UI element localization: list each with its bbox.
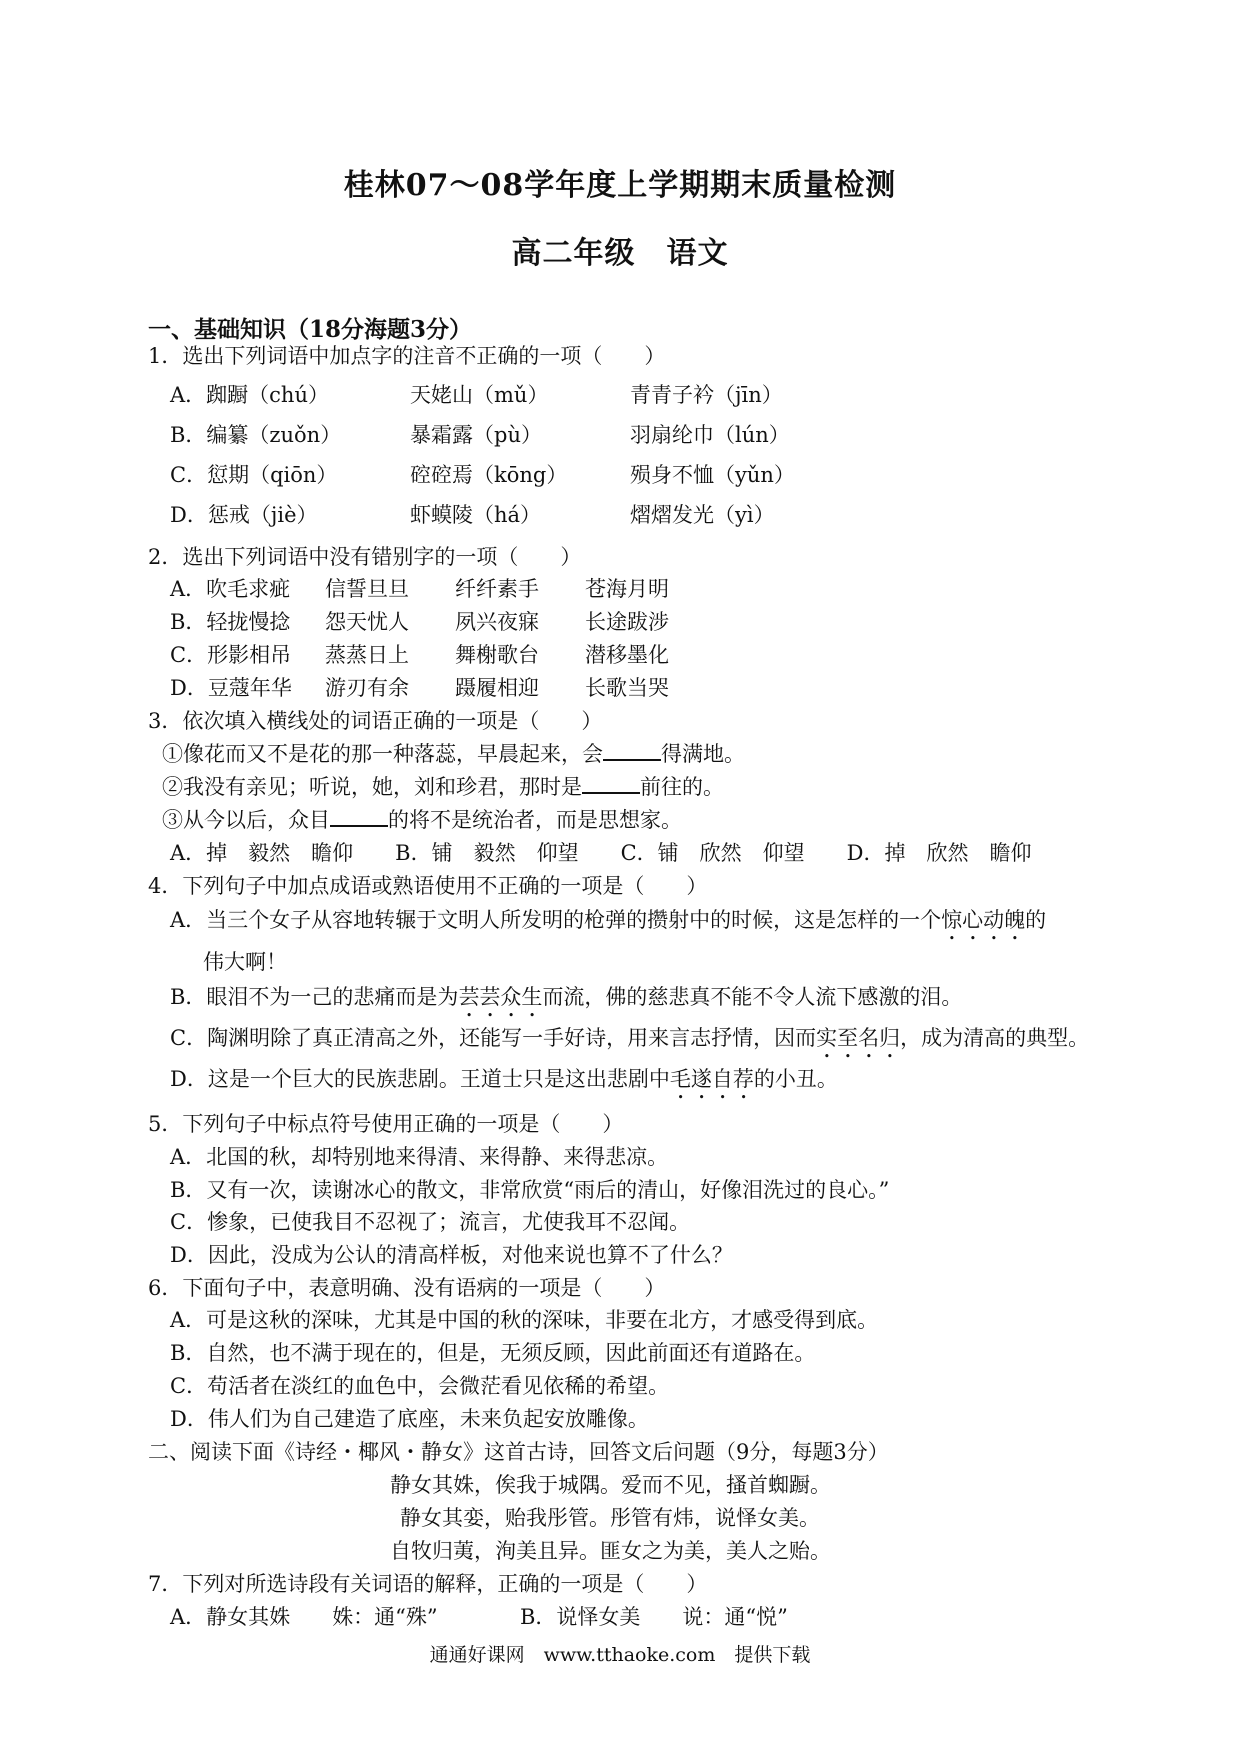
q4-option-a-cont: 伟大啊！ [203,950,287,974]
q3-s1-before: ①像花而又不是花的那一种落蕊，早晨起来，会 [162,742,603,766]
q6-option-d: D．伟人们为自己建造了底座，未来负起安放雕像。 [170,1407,649,1431]
q2-c-3: 舞榭歌台 [455,643,539,667]
q4-d-text: D．这是一个巨大的民族悲剧。王道士只是这出悲剧中 [170,1067,670,1091]
q1-a-3: 青青子衿（jīn） [630,383,783,407]
q2-d-2: 游刃有余 [325,676,409,700]
q2-a-4: 苍海月明 [585,577,669,601]
q1-stem: 1．选出下列词语中加点字的注音不正确的一项（ ） [148,344,666,368]
q1-d-2: 虾蟆陵（há） [410,503,542,527]
q3-s2-before: ②我没有亲见；听说，她，刘和珍君，那时是 [162,775,582,799]
q4-c-idiom: 实至名归 [816,1026,901,1050]
q2-a-3: 纤纤素手 [455,577,539,601]
q2-b-3: 夙兴夜寐 [455,610,539,634]
q5-stem: 5．下列句子中标点符号使用正确的一项是（ ） [148,1112,624,1136]
q6-option-a: A．可是这秋的深味，尤其是中国的秋的深味，非要在北方，才感受得到底。 [170,1308,879,1332]
q2-c-2: 蒸蒸日上 [325,643,409,667]
q1-b-3: 羽扇纶巾（lún） [630,423,790,447]
q1-a-1: A．踟蹰（chú） [170,383,329,407]
q2-c-1: C．形影相吊 [170,643,292,667]
poem-line-2: 静女其娈，贻我彤管。彤管有炜，说怿女美。 [400,1506,820,1530]
q7-option-b: B．说怿女美 说：通“悦” [520,1605,788,1629]
q7-stem: 7．下列对所选诗段有关词语的解释，正确的一项是（ ） [148,1572,708,1596]
q5-option-a: A．北国的秋，却特别地来得清、来得静、来得悲凉。 [170,1145,669,1169]
poem-line-3: 自牧归荑，洵美且异。匪女之为美，美人之贻。 [390,1539,831,1563]
q1-c-2: 硿硿焉（kōng） [410,463,568,487]
q2-a-1: A．吹毛求疵 [170,577,291,601]
q4-option-c [170,1022,1089,1063]
q5-option-b: B．又有一次，读谢冰心的散文，非常欣赏“雨后的清山，好像泪洗过的良心。” [170,1178,890,1202]
q6-option-b: B．自然，也不满于现在的，但是，无须反顾，因此前面还有道路在。 [170,1341,816,1365]
q3-sentence-2 [162,771,724,801]
q2-b-2: 怨天忧人 [325,610,409,634]
q4-a-tail: 的 [1025,908,1047,932]
q3-stem: 3．依次填入横线处的词语正确的一项是（ ） [148,709,603,733]
exam-subtitle: 高二年级 语文 [511,236,729,271]
q6-stem: 6．下面句子中，表意明确、没有语病的一项是（ ） [148,1276,666,1300]
q4-option-b [170,981,962,1022]
section-1-heading: 一、基础知识（18分海题3分） [148,316,473,343]
q7-option-a: A．静女其姝 姝：通“殊” [170,1605,438,1629]
q5-option-d: D．因此，没成为公认的清高样板，对他来说也算不了什么？ [170,1243,733,1267]
q4-b-tail: 而流，佛的慈悲真不能不令人流下感激的泪。 [542,985,963,1009]
q2-a-2: 信誓旦旦 [325,577,409,601]
q4-d-idiom: 毛遂自荐 [669,1067,754,1091]
q3-sentence-1 [162,738,745,768]
q3-s1-after: 得满地。 [661,742,745,766]
q4-stem: 4．下列句子中加点成语或熟语使用不正确的一项是（ ） [148,874,708,898]
q1-a-2: 天姥山（mǔ） [410,383,549,407]
q1-d-3: 熠熠发光（yì） [630,503,775,527]
q4-b-text: B．眼泪不为一己的悲痛而是为 [170,985,459,1009]
q2-d-4: 长歌当哭 [585,676,669,700]
q3-s3-before: ③从今以后，众目 [162,808,330,832]
q1-b-2: 暴霜露（pù） [410,423,542,447]
q5-option-c: C．惨象，已使我目不忍视了；流言，尤使我耳不忍闻。 [170,1210,691,1234]
q4-d-tail: 的小丑。 [753,1067,838,1091]
q4-a-idiom: 惊心动魄 [941,908,1026,932]
q1-c-3: 殒身不恤（yǔn） [630,463,795,487]
q4-a-text: A．当三个女子从容地转辗于文明人所发明的枪弹的攒射中的时候，这是怎样的一个 [170,908,942,932]
q6-option-c: C．苟活者在淡红的血色中，会微茫看见依稀的希望。 [170,1374,670,1398]
q2-d-3: 蹑履相迎 [455,676,539,700]
q3-options: A．掉 毅然 瞻仰 B．铺 毅然 仰望 C．铺 欣然 仰望 D．掉 欣然 瞻仰 [170,841,1032,865]
q3-blank-2 [582,774,640,794]
q2-b-1: B．轻拢慢捻 [170,610,291,634]
q3-blank-1 [603,741,661,761]
q1-d-1: D．惩戒（jiè） [170,503,318,527]
footer-credit: 通通好课网 www.tthaoke.com 提供下载 [429,1644,811,1666]
q3-blank-3 [330,807,388,827]
q4-c-tail: ，成为清高的典型。 [900,1026,1090,1050]
q1-c-1: C．愆期（qiōn） [170,463,338,487]
q2-stem: 2．选出下列词语中没有错别字的一项（ ） [148,545,582,569]
q3-s3-after: 的将不是统治者，而是思想家。 [388,808,682,832]
q3-sentence-3 [162,804,682,834]
q1-b-1: B．编纂（zuǒn） [170,423,342,447]
q2-b-4: 长途跋涉 [585,610,669,634]
exam-title: 桂林07～08学年度上学期期末质量检测 [343,168,897,203]
section-2-heading: 二、阅读下面《诗经・椰风・静女》这首古诗，回答文后问题（9分，每题3分） [148,1440,889,1464]
q4-b-idiom: 芸芸众生 [458,985,543,1009]
q4-option-a [170,904,1046,945]
poem-line-1: 静女其姝，俟我于城隅。爱而不见，搔首蜘蹰。 [390,1473,831,1497]
q2-d-1: D．豆蔻年华 [170,676,292,700]
q3-s2-after: 前往的。 [640,775,724,799]
q2-c-4: 潜移墨化 [585,643,669,667]
q4-option-d [170,1063,838,1104]
q4-c-text: C．陶渊明除了真正清高之外，还能写一手好诗，用来言志抒情，因而 [170,1026,817,1050]
